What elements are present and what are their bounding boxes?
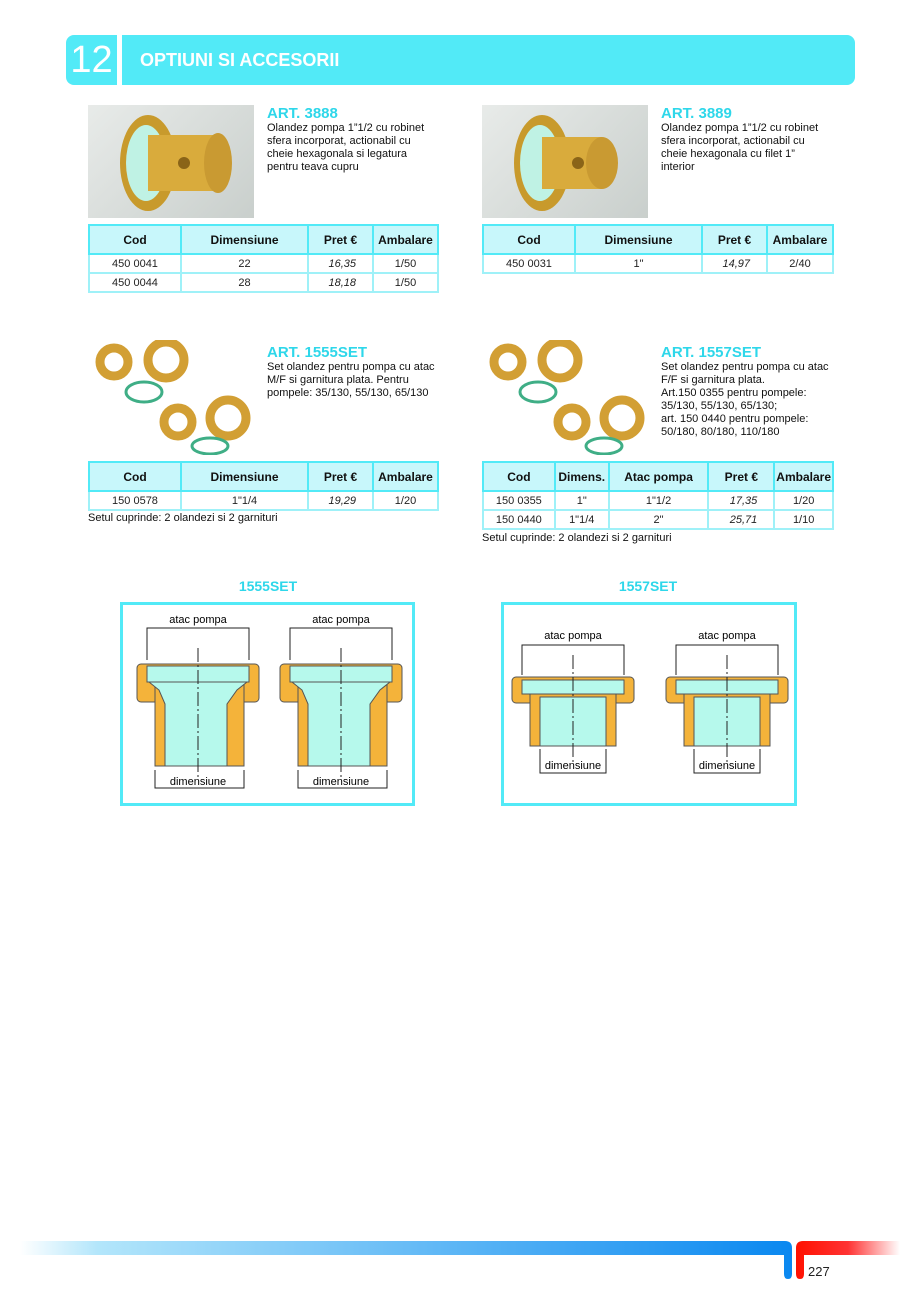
fitting-photo (88, 105, 254, 218)
set-contents-note: Setul cuprinde: 2 olandezi si 2 garnituri (482, 532, 672, 544)
desc-line: Olandez pompa 1”1/2 cu robinet (661, 122, 819, 134)
col-header: Ambalare (373, 225, 438, 254)
cell-pret: 19,29 (308, 491, 373, 510)
desc-line: 50/180, 80/180, 110/180 (661, 426, 780, 438)
table-row (89, 491, 438, 510)
cell-ambalare: 1/20 (774, 491, 833, 510)
chapter-number: 12 (66, 35, 117, 85)
label-atac-pompa: atac pompa (698, 630, 756, 642)
price-table-1557set (482, 461, 834, 530)
col-header: Cod (483, 462, 555, 491)
table-header (483, 462, 833, 491)
label-dimensiune: dimensiune (544, 760, 602, 772)
col-header: Ambalare (373, 462, 438, 491)
desc-line: F/F si garnitura plata. (661, 374, 765, 386)
cell-cod: 150 0355 (483, 491, 555, 510)
label-dimensiune: dimensiune (312, 776, 370, 788)
cell-ambalare: 1/50 (373, 273, 438, 292)
col-header: Pret € (702, 225, 767, 254)
label-dimensiune: dimensiune (698, 760, 756, 772)
table-row (483, 491, 833, 510)
label-atac-pompa: atac pompa (169, 614, 227, 626)
cell-dimensiune: 28 (181, 273, 308, 292)
desc-line: sfera incorporat, actionabil cu (661, 135, 805, 147)
col-header: Cod (89, 225, 181, 254)
label-dimensiune: dimensiune (169, 776, 227, 788)
desc-line: Set olandez pentru pompa cu atac (267, 361, 435, 373)
product-info-1557set (661, 345, 851, 439)
diagram-drawing (504, 605, 794, 803)
cell-dimens: 1" (555, 491, 609, 510)
table-header (89, 225, 438, 254)
section-title: OPTIUNI SI ACCESORII (140, 50, 340, 70)
product-title: ART. 3888 (267, 105, 338, 122)
fitting-photo (482, 105, 648, 218)
fittings-set-photo (88, 340, 254, 455)
cell-cod: 450 0041 (89, 254, 181, 273)
desc-line: art. 150 0440 pentru pompele: (661, 413, 809, 425)
table-row (89, 254, 438, 273)
cell-dimensiune: 1"1/4 (181, 491, 308, 510)
desc-line: M/F si garnitura plata. Pentru (267, 374, 409, 386)
cell-atac-pompa: 2" (609, 510, 709, 529)
cell-ambalare: 1/20 (373, 491, 438, 510)
col-header: Dimens. (555, 462, 609, 491)
page-number: 227 (808, 1264, 830, 1279)
section-header (122, 35, 855, 85)
price-table-3889 (482, 224, 834, 274)
desc-line: Art.150 0355 pentru pompele: (661, 387, 807, 399)
col-header: Pret € (308, 462, 373, 491)
product-title: ART. 3889 (661, 105, 732, 122)
product-image-3889 (482, 105, 648, 218)
cell-cod: 450 0031 (483, 254, 575, 273)
cell-dimens: 1"1/4 (555, 510, 609, 529)
table-row (483, 254, 833, 273)
diagram-title-1557set: 1557SET (618, 578, 678, 594)
cell-cod: 150 0440 (483, 510, 555, 529)
desc-line: cheie hexagonala cu filet 1” (661, 148, 795, 160)
fitting-section (666, 630, 788, 773)
diagram-1557set (501, 602, 797, 806)
diagram-1555set (120, 602, 415, 806)
product-title: ART. 1555SET (267, 344, 368, 361)
fittings-set-photo (482, 340, 648, 455)
price-table-3888 (88, 224, 439, 293)
col-header: Pret € (308, 225, 373, 254)
cell-pret: 16,35 (308, 254, 373, 273)
desc-line: pentru teava cupru (267, 161, 359, 173)
cell-atac-pompa: 1"1/2 (609, 491, 709, 510)
col-header: Ambalare (767, 225, 833, 254)
table-row (483, 510, 833, 529)
desc-line: pompele: 35/130, 55/130, 65/130 (267, 387, 429, 399)
desc-line: Set olandez pentru pompa cu atac (661, 361, 829, 373)
product-image-1557set (482, 340, 648, 455)
label-atac-pompa: atac pompa (312, 614, 370, 626)
desc-line: 35/130, 55/130, 65/130; (661, 400, 778, 412)
cell-ambalare: 1/50 (373, 254, 438, 273)
col-header: Dimensiune (181, 225, 308, 254)
table-header (89, 462, 438, 491)
table-header (483, 225, 833, 254)
cell-ambalare: 2/40 (767, 254, 833, 273)
col-header: Dimensiune (181, 462, 308, 491)
fitting-section (137, 614, 259, 788)
product-info-3888 (267, 106, 447, 174)
col-header: Ambalare (774, 462, 833, 491)
cell-pret: 18,18 (308, 273, 373, 292)
cell-dimensiune: 22 (181, 254, 308, 273)
diagram-drawing (123, 605, 412, 803)
price-table-1555set (88, 461, 439, 511)
col-header: Pret € (708, 462, 774, 491)
col-header: Cod (89, 462, 181, 491)
product-info-1555set (267, 345, 452, 400)
col-header: Cod (483, 225, 575, 254)
product-info-3889 (661, 106, 841, 174)
diagram-title-1555set: 1555SET (238, 578, 298, 594)
label-atac-pompa: atac pompa (544, 630, 602, 642)
set-contents-note: Setul cuprinde: 2 olandezi si 2 garnituri (88, 512, 278, 524)
cell-cod: 450 0044 (89, 273, 181, 292)
product-title: ART. 1557SET (661, 344, 762, 361)
product-image-3888 (88, 105, 254, 218)
fitting-section (512, 630, 634, 773)
footer-pipe-graphic (20, 1238, 920, 1288)
cell-pret: 14,97 (702, 254, 767, 273)
desc-line: Olandez pompa 1”1/2 cu robinet (267, 122, 425, 134)
cell-cod: 150 0578 (89, 491, 181, 510)
desc-line: cheie hexagonala si legatura (267, 148, 408, 160)
fitting-section (280, 614, 402, 788)
col-header: Dimensiune (575, 225, 702, 254)
cell-ambalare: 1/10 (774, 510, 833, 529)
product-image-1555set (88, 340, 254, 455)
cell-pret: 25,71 (708, 510, 774, 529)
cell-pret: 17,35 (708, 491, 774, 510)
col-header: Atac pompa (609, 462, 709, 491)
desc-line: sfera incorporat, actionabil cu (267, 135, 411, 147)
table-row (89, 273, 438, 292)
cell-dimensiune: 1" (575, 254, 702, 273)
desc-line: interior (661, 161, 695, 173)
